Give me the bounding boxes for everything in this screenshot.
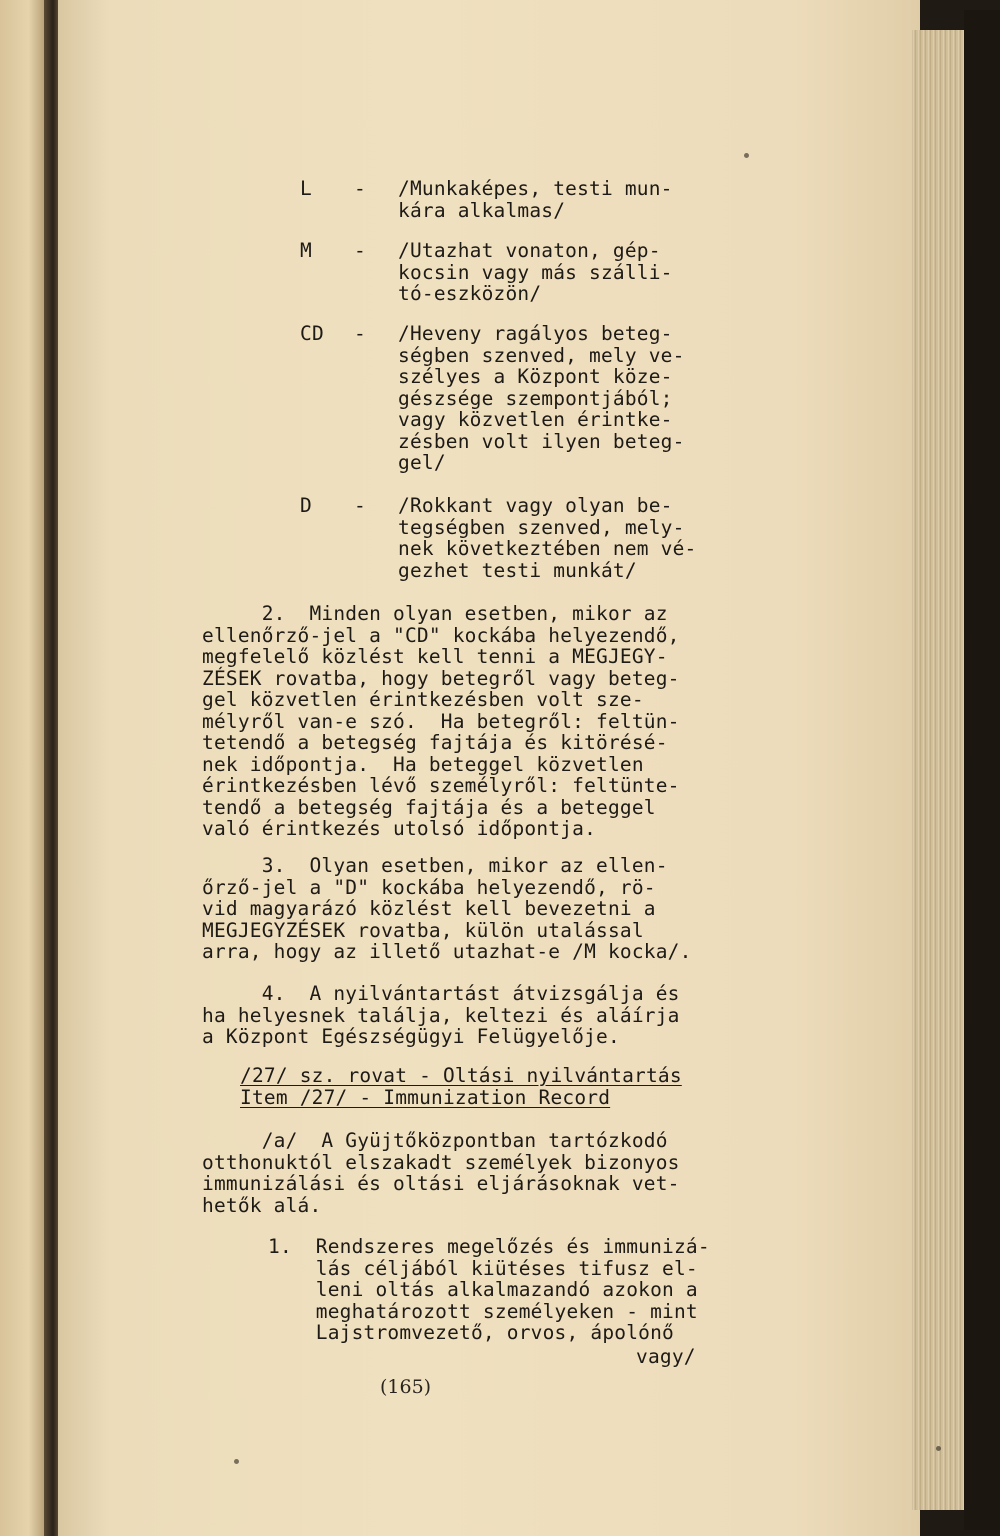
definition-code-d: D bbox=[300, 494, 312, 517]
list-item-1: 1. Rendszeres megelőzés és immunizá- lás céljából kiütéses tifusz el- leni oltás alkalmazandó azokon a meghatározott személyeken - mint Lajstromvezető, orvos, ápolónő bbox=[268, 1235, 710, 1344]
definition-code-m: M bbox=[300, 239, 312, 262]
definition-code-l: L bbox=[300, 177, 312, 200]
definition-text-m: /Utazhat vonaton, gép- kocsin vagy más szálli- tó-eszközön/ bbox=[398, 239, 673, 305]
definition-text-l: /Munkaképes, testi mun- kára alkalmas/ bbox=[398, 177, 673, 222]
definition-dash: - bbox=[354, 177, 366, 200]
paper-speck bbox=[936, 1446, 941, 1451]
section-heading-hu: /27/ sz. rovat - Oltási nyilvántartás bbox=[240, 1064, 682, 1087]
definition-dash: - bbox=[354, 239, 366, 262]
book-cover-edge bbox=[964, 10, 1000, 1530]
section-heading-en: Item /27/ - Immunization Record bbox=[240, 1086, 611, 1109]
paragraph-4: 4. A nyilvántartást átvizsgálja és ha helyesnek találja, keltezi és aláírja a Központ Egészségügyi Felügyelője. bbox=[202, 982, 680, 1048]
paragraph-3: 3. Olyan esetben, mikor az ellen- őrző-jel a "D" kockába helyezendő, rö- vid magyarázó közlést kell bevezetni a MEGJEGYZÉSEK rovatba, külön utalással arra, hogy az illető utazhat-e /M kocka/. bbox=[202, 854, 692, 963]
list-item-1-continuation: vagy/ bbox=[636, 1345, 696, 1368]
paragraph-2: 2. Minden olyan esetben, mikor az ellenőrző-jel a "CD" kockába helyezendő, megfelelő közlést kell tenni a MEGJEGY- ZÉSEK rovatba, hogy betegről vagy beteg- gel közvetlen érintkezésben volt sze- mélyről van-e szó. Ha betegről: feltün- tetendő a betegség fajtája és kitörésé- nek időpontja. Ha beteggel közvetlen érintkezésben lévő személyről: feltünte- tendő a betegség fajtája és a beteggel való érintkezés utolsó időpontja. bbox=[202, 602, 680, 840]
definition-text-d: /Rokkant vagy olyan be- tegségben szenved, mely- nek következtében nem vé- gezhet testi munkát/ bbox=[398, 494, 697, 582]
paper-speck bbox=[744, 153, 749, 158]
paper-speck bbox=[234, 1459, 239, 1464]
definition-text-cd: /Heveny ragályos beteg- ségben szenved, mely ve- szélyes a Központ köze- gészsége szempontjából; vagy közvetlen érintke- zésben volt ilyen beteg- gel/ bbox=[398, 322, 685, 474]
subsection-a: /a/ A Gyüjtőközpontban tartózkodó otthonuktól elszakadt személyek bizonyos immunizálási és oltási eljárásoknak vet- hetők alá. bbox=[202, 1129, 680, 1217]
definition-dash: - bbox=[354, 322, 366, 345]
page-number: (165) bbox=[380, 1376, 432, 1398]
definition-code-cd: CD bbox=[300, 322, 324, 345]
page-stack-edges bbox=[912, 30, 970, 1510]
definition-dash: - bbox=[354, 494, 366, 517]
